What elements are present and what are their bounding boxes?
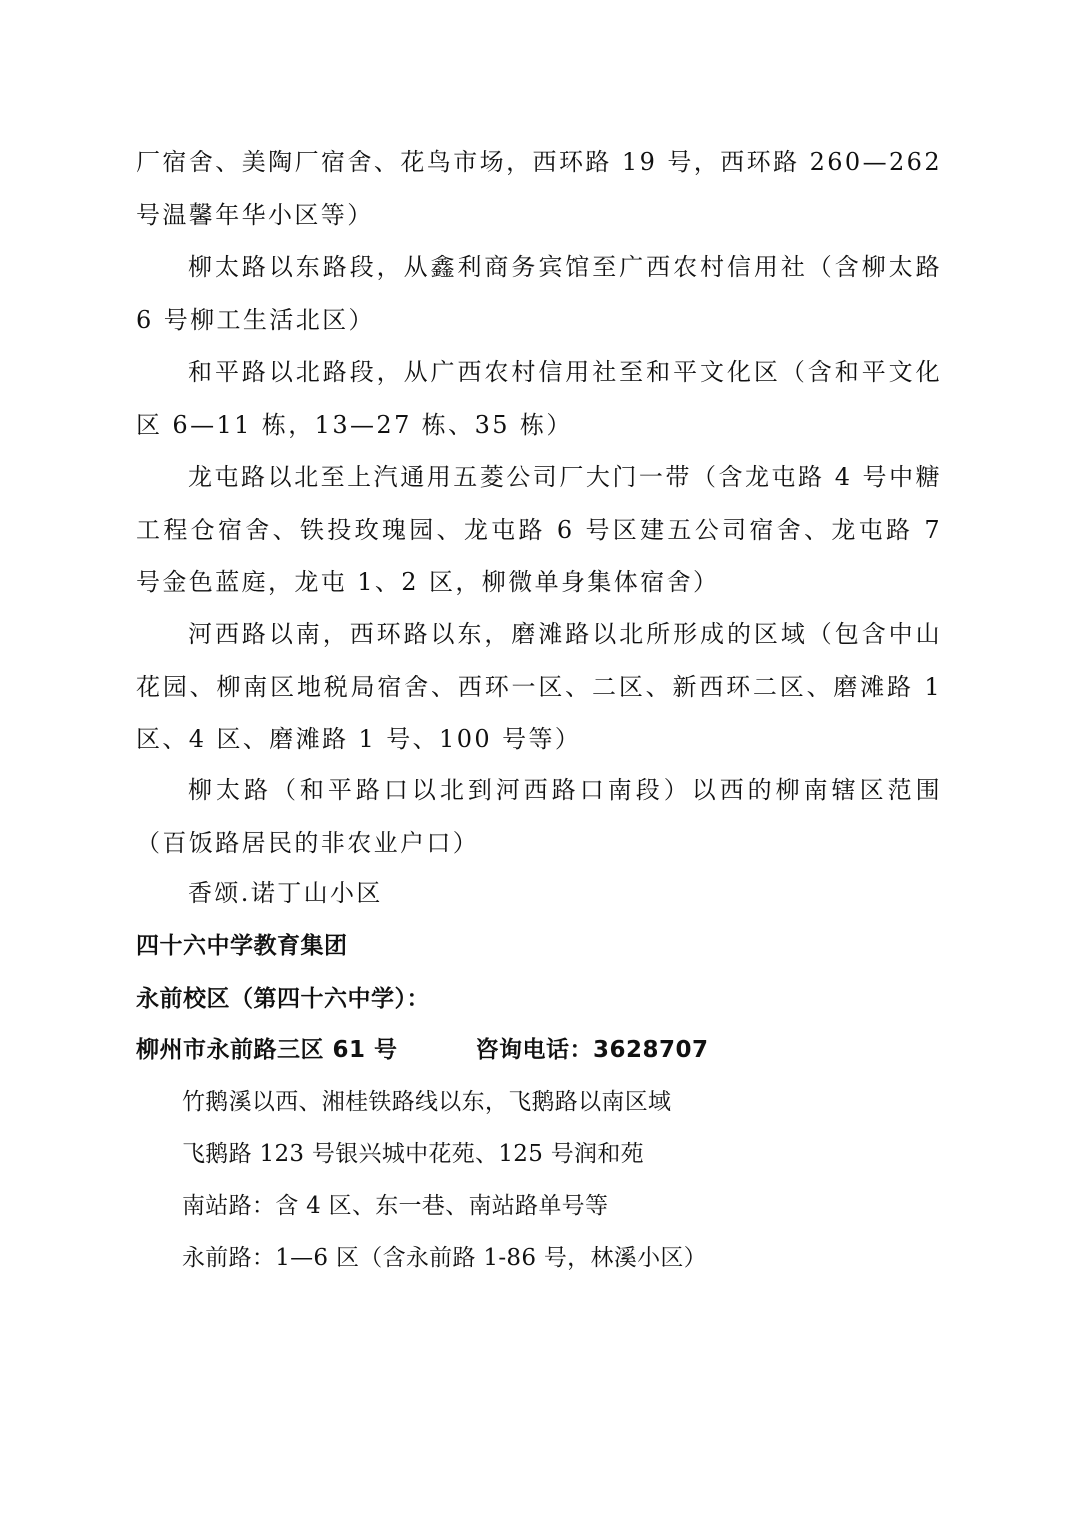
phone-label: 咨询电话： xyxy=(475,1037,594,1063)
paragraph-liutai-road-west: 柳太路（和平路口以北到河西路口南段）以西的柳南辖区范围（百饭路居民的非农业户口） xyxy=(136,776,942,857)
paragraph-continuation: 厂宿舍、美陶厂宿舍、花鸟市场，西环路 19 号，西环路 260—262 号温馨年华小区等） xyxy=(136,148,942,229)
paragraph-longtun-road-north: 龙屯路以北至上汽通用五菱公司厂大门一带（含龙屯路 4 号中糖工程仓宿舍、铁投玫瑰园、龙屯路 6 号区建五公司宿舍、龙屯路 7 号金色蓝庭，龙屯 1、2 区，柳微单身集体宿舍） xyxy=(136,463,942,596)
list-item: 竹鹅溪以西、湘桂铁路线以东，飞鹅路以南区域 xyxy=(182,1089,672,1115)
list-item: 南站路：含 4 区、东一巷、南站路单号等 xyxy=(182,1193,609,1219)
list-item: 永前路：1—6 区（含永前路 1-86 号，林溪小区） xyxy=(182,1245,707,1271)
school-address: 柳州市永前路三区 61 号 xyxy=(136,1037,398,1063)
enrollment-area-list xyxy=(182,1076,942,1284)
paragraph-heping-road-north: 和平路以北路段，从广西农村信用社至和平文化区（含和平文化区 6—11 栋，13—27 栋、35 栋） xyxy=(136,358,942,439)
campus-heading: 永前校区（第四十六中学）： xyxy=(136,986,430,1012)
phone-number: 3628707 xyxy=(593,1037,709,1063)
paragraph-liutai-road-east: 柳太路以东路段，从鑫利商务宾馆至广西农村信用社（含柳太路 6 号柳工生活北区） xyxy=(136,253,942,334)
school-contact-line xyxy=(136,1024,942,1077)
paragraph-xiangsong-community: 香颂.诺丁山小区 xyxy=(188,879,383,907)
paragraph-hexi-road-south: 河西路以南，西环路以东，磨滩路以北所形成的区域（包含中山花园、柳南区地税局宿舍、西环一区、二区、新西环二区、磨滩路 1 区、4 区、磨滩路 1 号、100 号等） xyxy=(136,620,942,753)
list-item: 飞鹅路 123 号银兴城中花苑、125 号润和苑 xyxy=(182,1141,644,1167)
school-group-heading: 四十六中学教育集团 xyxy=(136,933,348,959)
